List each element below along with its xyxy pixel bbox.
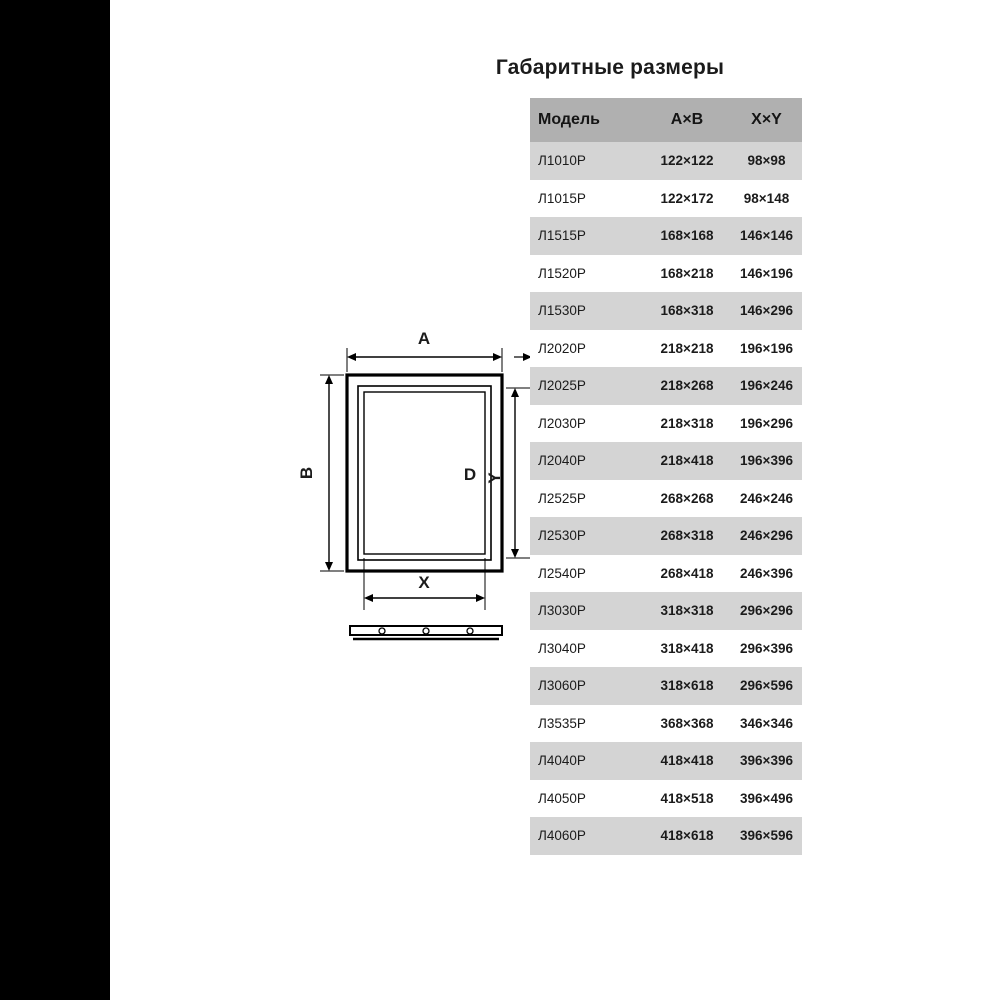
cell-ab: 268×318 xyxy=(643,517,731,555)
label-y: Y xyxy=(485,472,504,484)
cell-xy: 196×396 xyxy=(731,442,802,480)
cell-xy: 296×396 xyxy=(731,630,802,668)
dimensions-table-wrapper xyxy=(530,98,802,855)
document-sheet xyxy=(110,0,1000,1000)
table-row xyxy=(530,180,802,218)
cell-ab: 122×122 xyxy=(643,142,731,180)
cell-xy: 346×346 xyxy=(731,705,802,743)
table-row xyxy=(530,480,802,518)
cell-ab: 268×418 xyxy=(643,555,731,593)
cell-model: Л1010Р xyxy=(530,142,643,180)
page-title: Габаритные размеры xyxy=(495,56,725,79)
cell-model: Л1520Р xyxy=(530,255,643,293)
table-header-row xyxy=(530,98,802,142)
table-row xyxy=(530,517,802,555)
cell-model: Л1530Р xyxy=(530,292,643,330)
cell-ab: 418×518 xyxy=(643,780,731,818)
cell-xy: 396×396 xyxy=(731,742,802,780)
cell-ab: 218×268 xyxy=(643,367,731,405)
cell-ab: 168×318 xyxy=(643,292,731,330)
table-row xyxy=(530,817,802,855)
cell-ab: 218×318 xyxy=(643,405,731,443)
cell-ab: 318×418 xyxy=(643,630,731,668)
cell-ab: 218×218 xyxy=(643,330,731,368)
table-body xyxy=(530,142,802,855)
header-xy: X×Y xyxy=(731,98,802,142)
cell-xy: 196×246 xyxy=(731,367,802,405)
cell-ab: 418×618 xyxy=(643,817,731,855)
cell-xy: 196×196 xyxy=(731,330,802,368)
table-row xyxy=(530,367,802,405)
cell-model: Л2025Р xyxy=(530,367,643,405)
cell-model: Л2030Р xyxy=(530,405,643,443)
cell-model: Л2540Р xyxy=(530,555,643,593)
cell-xy: 246×246 xyxy=(731,480,802,518)
cell-ab: 318×318 xyxy=(643,592,731,630)
table-row xyxy=(530,630,802,668)
label-b: B xyxy=(297,466,316,480)
cell-model: Л3040Р xyxy=(530,630,643,668)
table-row xyxy=(530,705,802,743)
cell-ab: 318×618 xyxy=(643,667,731,705)
cell-model: Л4050Р xyxy=(530,780,643,818)
table-row xyxy=(530,255,802,293)
cell-ab: 168×218 xyxy=(643,255,731,293)
table-row xyxy=(530,217,802,255)
label-d: D xyxy=(463,465,477,484)
table-row xyxy=(530,667,802,705)
table-row xyxy=(530,142,802,180)
cell-model: Л2525Р xyxy=(530,480,643,518)
cell-xy: 196×296 xyxy=(731,405,802,443)
cell-ab: 168×168 xyxy=(643,217,731,255)
cell-ab: 418×418 xyxy=(643,742,731,780)
table-row xyxy=(530,555,802,593)
cell-xy: 98×148 xyxy=(731,180,802,218)
table-row xyxy=(530,442,802,480)
cell-model: Л3535Р xyxy=(530,705,643,743)
cell-ab: 368×368 xyxy=(643,705,731,743)
cell-xy: 98×98 xyxy=(731,142,802,180)
cell-xy: 246×396 xyxy=(731,555,802,593)
table-row xyxy=(530,330,802,368)
cell-xy: 146×296 xyxy=(731,292,802,330)
label-a: A xyxy=(417,329,431,348)
cell-model: Л1515Р xyxy=(530,217,643,255)
cell-ab: 122×172 xyxy=(643,180,731,218)
cell-ab: 268×268 xyxy=(643,480,731,518)
cell-model: Л2040Р xyxy=(530,442,643,480)
cell-xy: 396×496 xyxy=(731,780,802,818)
cell-model: Л3030Р xyxy=(530,592,643,630)
cell-xy: 396×596 xyxy=(731,817,802,855)
cell-xy: 146×196 xyxy=(731,255,802,293)
table-row xyxy=(530,780,802,818)
cell-xy: 146×146 xyxy=(731,217,802,255)
panel-outer-frame xyxy=(347,375,502,571)
cell-xy: 246×296 xyxy=(731,517,802,555)
header-ab: A×B xyxy=(643,98,731,142)
cell-xy: 296×296 xyxy=(731,592,802,630)
table-row xyxy=(530,592,802,630)
cell-model: Л4040Р xyxy=(530,742,643,780)
cell-model: Л2530Р xyxy=(530,517,643,555)
cell-ab: 218×418 xyxy=(643,442,731,480)
cell-model: Л2020Р xyxy=(530,330,643,368)
table-row xyxy=(530,292,802,330)
header-model: Модель xyxy=(530,98,643,142)
table-row xyxy=(530,405,802,443)
table-row xyxy=(530,742,802,780)
cell-model: Л4060Р xyxy=(530,817,643,855)
cell-xy: 296×596 xyxy=(731,667,802,705)
cell-model: Л1015Р xyxy=(530,180,643,218)
cell-model: Л3060Р xyxy=(530,667,643,705)
label-x: X xyxy=(418,573,430,592)
dimensions-table xyxy=(530,98,802,855)
